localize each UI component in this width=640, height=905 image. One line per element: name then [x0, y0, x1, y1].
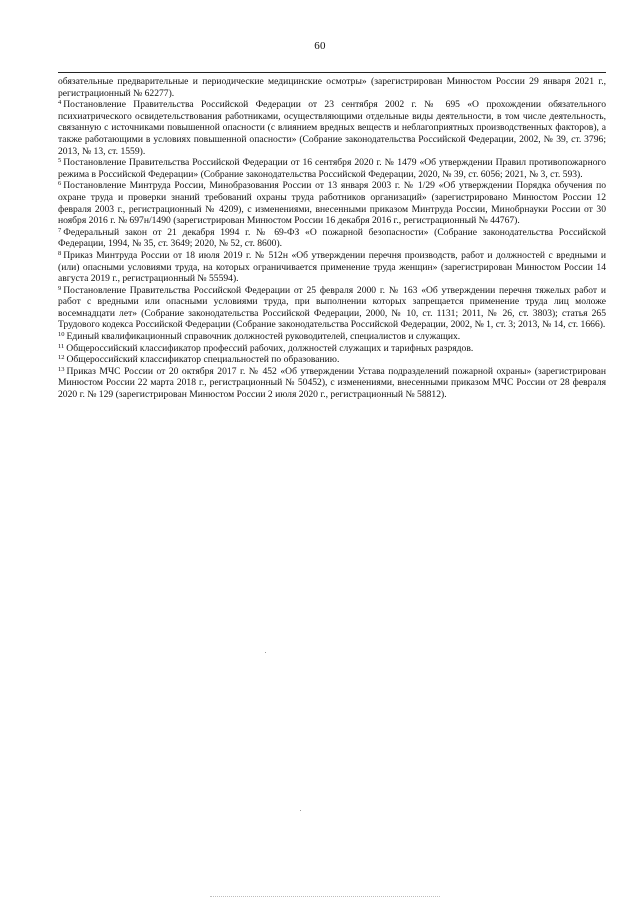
footnote-12 — [58, 354, 606, 366]
footnote-text: Приказ МЧС России от 20 октября 2017 г. № 452 «Об утверждении Устава подразделений пожарной охраны» (зарегистрирован Минюстом России 22 марта 2018 г., регистрационный № 50452), с изменениями, внесенными приказом МЧС России от 28 февраля 2020 г. № 129 (зарегистрирован Минюстом России 2 июля 2020 г., регистрационный № 58812). — [58, 365, 606, 401]
footnote-13 — [58, 366, 606, 401]
footnote-marker: 13 — [58, 365, 65, 373]
footnote-text: Постановление Правительства Российской Федерации от 23 сентября 2002 г. № 695 «О прохождении обязательного психиатрического освидетельствования работниками, осуществляющими отдельные виды деятельности, в том числе деятельность, связанную с источниками повышенной опасности (с влиянием вредных веществ и неблагоприятных производственных факторов), а также работающими в условиях повышенной опасности» (Собрание законодательства Российской Федерации, 2002, № 39, ст. 3796; 2013, № 13, ст. 1559). — [58, 99, 606, 157]
footnote-text: Общероссийский классификатор профессий рабочих, должностей служащих и тарифных разрядов. — [66, 342, 474, 354]
footnote-marker: 5 — [58, 157, 62, 165]
scan-speck — [300, 810, 301, 811]
footnote-text: Приказ Минтруда России от 18 июля 2019 г. № 512н «Об утверждении перечня производств, работ и должностей с вредными и (или) опасными условиями труда, на которых ограничивается применение труда женщин» (зарегистрирован Минюстом России 14 августа 2019 г., регистрационный № 55594). — [58, 249, 606, 285]
footnote-text: Постановление Минтруда России, Минобразования России от 13 января 2003 г. № 1/29 «Об утверждении Порядка обучения по охране труда и проверки знаний требований охраны труда работников организаций» (зарегистрировано Минюстом России 12 февраля 2003 г., регистрационный № 4209), с изменениями, внесенными приказом Минтруда России, Минобрнауки России от 30 ноября 2016 г. № 697н/1490 (зарегистрирован Минюстом России 16 декабря 2016 г., регистрационный № 44767). — [58, 180, 606, 227]
footnote-text: Постановление Правительства Российской Федерации от 16 сентября 2020 г. № 1479 «Об утверждении Правил противопожарного режима в Российской Федерации» (Собрание законодательства Российской Федерации, 2020, № 39, ст. 6056; 2021, № 3, ст. 593). — [58, 157, 606, 180]
footnote-marker: 8 — [58, 249, 62, 257]
footnote-4 — [58, 99, 606, 157]
footnote-marker: 7 — [58, 226, 62, 234]
footnote-marker: 12 — [58, 354, 65, 362]
footnote-marker: 10 — [58, 331, 65, 339]
footnote-continuation — [58, 76, 606, 99]
footnote-8 — [58, 250, 606, 285]
footnote-marker: 11 — [58, 342, 65, 350]
scan-edge-line — [210, 896, 440, 897]
footnote-text: Единый квалификационный справочник должностей руководителей, специалистов и служащих. — [66, 331, 461, 343]
footnote-separator-line — [58, 72, 606, 73]
footnotes-block — [58, 76, 606, 401]
footnote-text: обязательные предварительные и периодические медицинские осмотры» (зарегистрирован Минюстом России 29 января 2021 г., регистрационный № 62277). — [58, 76, 606, 99]
footnote-text: Федеральный закон от 21 декабря 1994 г. № 69-ФЗ «О пожарной безопасности» (Собрание законодательства Российской Федерации, 1994, № 35, ст. 3649; 2020, № 52, ст. 8600). — [58, 226, 606, 250]
footnote-6 — [58, 180, 606, 226]
footnote-9 — [58, 285, 606, 331]
footnote-10 — [58, 331, 606, 343]
footnote-marker: 4 — [58, 99, 62, 107]
page-number: 60 — [314, 40, 326, 52]
footnote-5 — [58, 157, 606, 180]
footnote-marker: 6 — [58, 180, 62, 188]
scan-speck — [265, 652, 266, 653]
footnote-11 — [58, 343, 606, 355]
footnote-marker: 9 — [58, 284, 62, 292]
footnote-text: Постановление Правительства Российской Федерации от 25 февраля 2000 г. № 163 «Об утверждении перечня тяжелых работ и работ с вредными или опасными условиями труда, при выполнении которых запрещается применение труда лиц моложе восемнадцати лет» (Собрание законодательства Российской Федерации, 2000, № 10, ст. 1131; 2011, № 26, ст. 3803); статья 265 Трудового кодекса Российской Федерации (Собрание законодательства Российской Федерации, 2002, № 1, ст. 3; 2013, № 14, ст. 1666). — [58, 284, 606, 331]
footnote-7 — [58, 227, 606, 250]
footnote-text: Общероссийский классификатор специальностей по образованию. — [66, 354, 340, 366]
